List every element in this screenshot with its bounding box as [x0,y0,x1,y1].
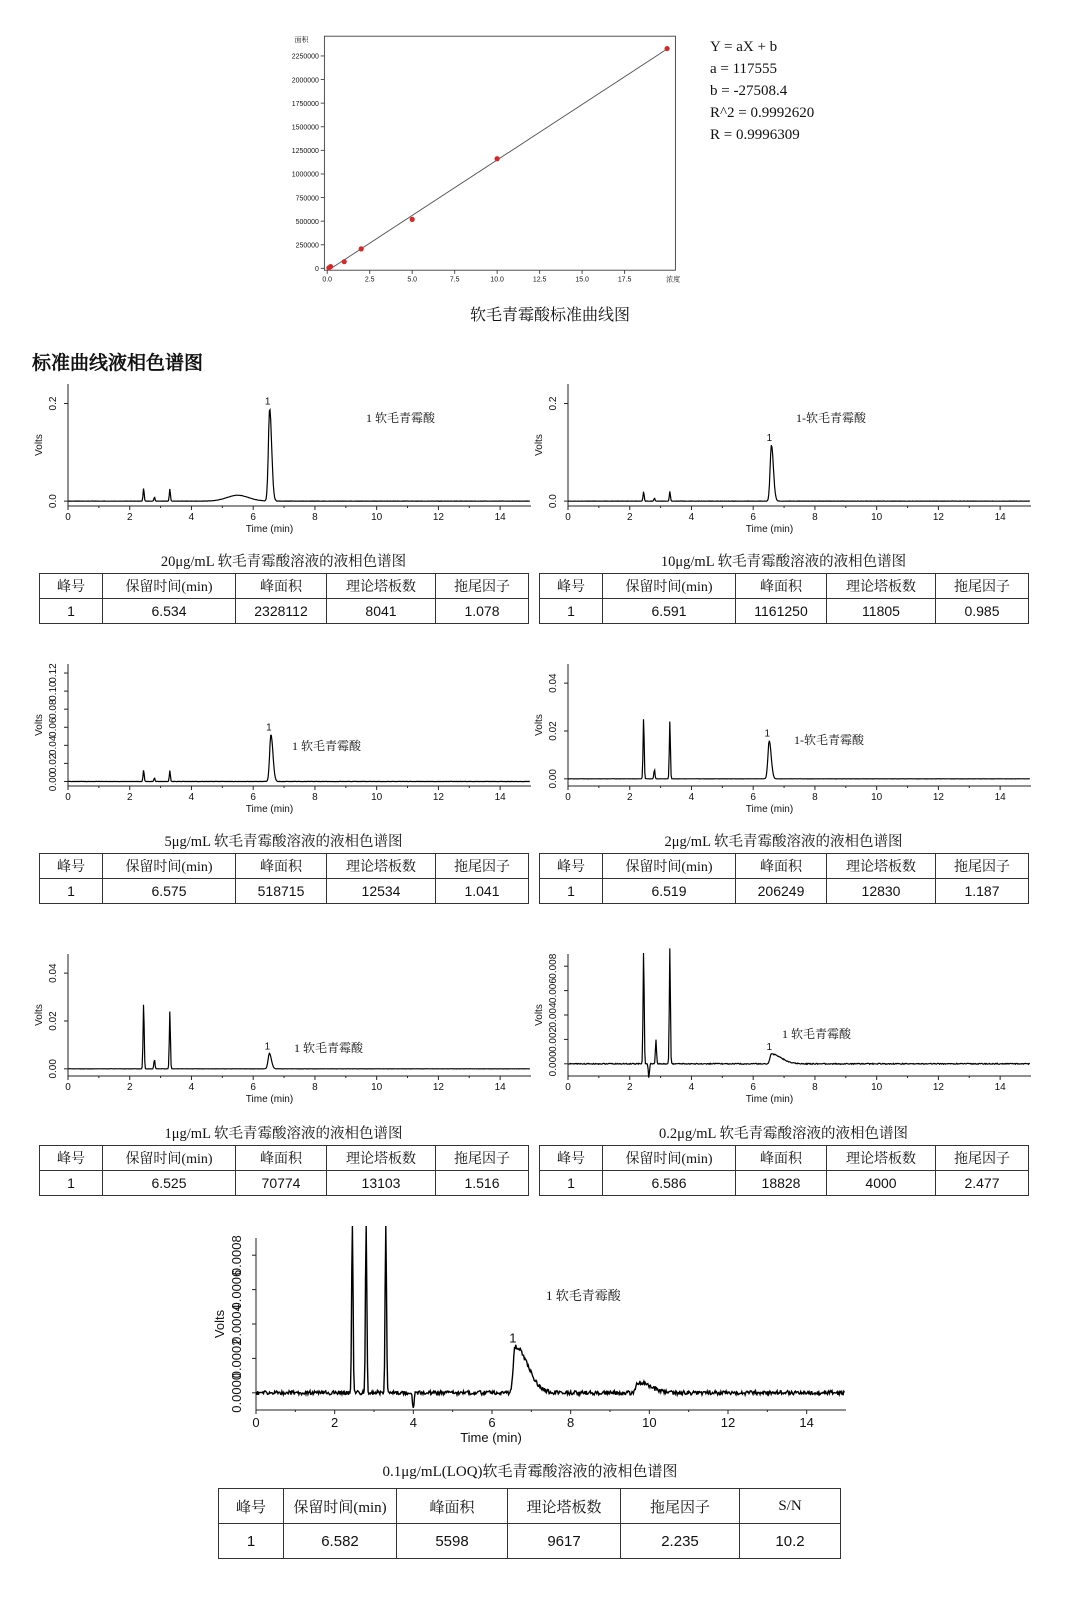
chromatogram-svg [36,378,531,548]
chromatogram-panel [210,1230,850,1458]
peak-number: 1 [509,1330,517,1346]
table-header-cell: 峰面积 [736,854,827,879]
y-tick-label: 2250000 [291,53,319,61]
y-axis-label: Volts [534,714,545,736]
x-tick-label: 10.0 [490,276,504,284]
table-header-cell: 保留时间(min) [603,854,736,879]
chromatogram-svg [210,1230,850,1458]
x-tick-label: 0 [65,1082,71,1093]
table-row [40,1171,529,1196]
x-tick-label: 6 [250,512,256,523]
table-cell: 1 [40,1171,103,1196]
table-row [540,599,1029,624]
y-axis-label: Volts [212,1309,227,1339]
peak-compound-label: 1 软毛青霉酸 [366,411,436,425]
x-tick-label: 10 [642,1415,657,1430]
peak-compound-label: 1 软毛青霉酸 [292,739,362,753]
x-axis-label: Time (min) [245,1094,294,1105]
table-cell: 1.516 [436,1171,529,1196]
x-tick-label: 14 [994,1082,1006,1093]
x-axis-label: Time (min) [745,804,794,815]
peak-number: 1 [766,433,773,444]
x-tick-label: 14 [994,792,1006,803]
x-tick-label: 2 [126,792,133,803]
table-cell: 12534 [327,879,436,904]
x-tick-label: 4 [188,792,195,803]
y-tick-label: 0.2 [548,396,559,411]
plot-frame [324,36,675,270]
y-tick-label: 0.0002 [229,1338,244,1379]
chromatogram-caption: 1μg/mL 软毛青霉酸溶液的液相色谱图 [164,1126,403,1142]
table-cell: 4000 [827,1171,936,1196]
y-tick-label: 0.2 [48,396,59,411]
table-header-cell: 理论塔板数 [327,854,436,879]
x-axis-label: Time (min) [460,1430,522,1445]
table-header-cell: 拖尾因子 [936,1146,1029,1171]
x-tick-label: 4 [688,512,695,523]
peak-table [218,1488,841,1559]
table-header-cell: 理论塔板数 [827,854,936,879]
x-tick-label: 10 [371,1082,383,1093]
y-tick-label: 0 [314,266,319,274]
table-header-cell: S/N [740,1489,841,1524]
table-cell: 518715 [236,879,327,904]
chromatogram-caption: 10μg/mL 软毛青霉酸溶液的液相色谱图 [660,554,907,570]
x-tick-label: 6 [750,1082,756,1093]
table-cell: 18828 [736,1171,827,1196]
y-tick-label: 0.00 [548,769,559,789]
peak-number: 1 [764,728,771,740]
x-tick-label: 2 [626,1082,633,1093]
peak-table [39,1145,529,1196]
x-tick-label: 2 [126,512,133,523]
table-cell: 6.525 [103,1171,236,1196]
x-tick-label: 0 [565,1082,571,1093]
x-tick-label: 6 [488,1415,496,1430]
table-header-cell: 理论塔板数 [827,1146,936,1171]
x-tick-label: 10 [871,1082,883,1093]
x-tick-label: 8 [312,512,318,523]
table-cell: 206249 [736,879,827,904]
x-tick-label: 6 [250,1082,256,1093]
chromatogram-caption: 0.1μg/mL(LOQ)软毛青霉酸溶液的液相色谱图 [382,1464,678,1480]
table-cell: 70774 [236,1171,327,1196]
table-header-cell: 拖尾因子 [621,1489,740,1524]
chromatogram-panel [36,658,531,828]
table-header-cell: 拖尾因子 [936,574,1029,599]
table-cell: 1 [540,879,603,904]
x-tick-label: 8 [567,1415,575,1430]
x-tick-label: 12 [932,512,944,523]
x-tick-label: 8 [812,1082,818,1093]
table-cell: 6.519 [603,879,736,904]
x-tick-label: 6 [250,792,256,803]
table-cell: 6.586 [603,1171,736,1196]
table-header-cell: 理论塔板数 [327,1146,436,1171]
y-tick-label: 0.0004 [229,1304,244,1344]
table-header-cell: 峰号 [40,854,103,879]
x-tick-label: 8 [312,1082,318,1093]
x-axis-label: Time (min) [745,524,794,535]
table-header-cell: 拖尾因子 [436,854,529,879]
table-cell: 1.041 [436,879,529,904]
table-cell: 1.078 [436,599,529,624]
table-cell: 5598 [397,1524,508,1559]
x-tick-label: 0 [252,1415,260,1430]
chromatogram-trace [68,1005,530,1069]
y-tick-label: 1500000 [291,124,319,132]
table-header-cell: 保留时间(min) [103,1146,236,1171]
x-tick-label: 0 [65,512,71,523]
table-row [540,879,1029,904]
x-tick-label: 6 [750,792,756,803]
peak-number: 1 [264,396,271,408]
y-tick-label: 0.00 [48,1059,59,1079]
chromatogram-panel [536,658,1031,828]
table-header-cell: 峰号 [540,1146,603,1171]
table-header-cell: 峰面积 [397,1489,508,1524]
y-tick-label: 0.0000 [229,1372,244,1413]
x-tick-label: 14 [494,1082,506,1093]
x-tick-label: 12 [932,1082,944,1093]
y-tick-label: 0.000 [548,1051,559,1077]
x-tick-label: 8 [812,792,818,803]
table-header-cell: 拖尾因子 [436,574,529,599]
table-header-cell: 峰号 [40,1146,103,1171]
data-point [342,259,347,264]
x-tick-label: 0 [65,792,71,803]
peak-table [539,1145,1029,1196]
equation-line: Y = aX + b [710,39,778,55]
x-tick-label: 7.5 [449,276,460,284]
x-tick-label: 2.5 [364,276,375,284]
y-tick-label: 750000 [295,195,319,203]
table-header-cell: 峰面积 [236,1146,327,1171]
y-axis-label: 面积 [294,36,309,44]
regression-equation [710,36,814,146]
chromatogram-trace [568,719,1030,779]
x-tick-label: 12 [720,1415,736,1430]
peak-number: 1 [264,1041,271,1053]
y-tick-label: 250000 [295,242,319,250]
y-axis-label: Volts [534,1004,545,1026]
peak-compound-label: 1 软毛青霉酸 [546,1288,621,1303]
table-row [40,879,529,904]
chromatogram-trace [568,948,1030,1077]
table-header-cell: 保留时间(min) [103,574,236,599]
x-axis-label: 浓度 [666,276,681,284]
x-tick-label: 15.0 [575,276,589,284]
table-cell: 2.477 [936,1171,1029,1196]
x-axis-label: Time (min) [245,804,294,815]
table-row [540,1171,1029,1196]
table-header-cell: 峰号 [40,574,103,599]
table-header-cell: 峰号 [540,854,603,879]
peak-compound-label: 1-软毛青霉酸 [796,411,866,425]
peak-compound-label: 1 软毛青霉酸 [294,1041,364,1055]
x-tick-label: 4 [688,792,695,803]
y-axis-label: Volts [34,1004,45,1026]
table-header-cell: 拖尾因子 [936,854,1029,879]
table-cell: 1 [540,599,603,624]
chromatogram-trace [68,410,530,501]
y-tick-label: 1250000 [291,148,319,156]
x-tick-label: 12 [432,792,444,803]
x-tick-label: 2 [126,1082,133,1093]
y-tick-label: 0.02 [48,753,59,774]
y-tick-label: 0.004 [548,1002,559,1028]
x-tick-label: 0 [565,792,571,803]
table-header-cell: 峰面积 [736,574,827,599]
y-tick-label: 0.04 [48,735,59,756]
table-header-cell: 保留时间(min) [284,1489,397,1524]
calibration-title: 软毛青霉酸标准曲线图 [469,307,630,324]
peak-compound-label: 1 软毛青霉酸 [782,1027,852,1041]
x-tick-label: 12 [432,1082,444,1093]
x-tick-label: 2 [331,1415,339,1430]
peak-number: 1 [266,722,272,734]
x-tick-label: 10 [371,792,383,803]
table-cell: 10.2 [740,1524,841,1559]
table-cell: 6.534 [103,599,236,624]
chromatogram-panel [36,948,531,1120]
y-tick-label: 0.00 [48,771,59,792]
peak-number: 1 [766,1042,773,1054]
equation-line: R = 0.9996309 [710,127,800,143]
table-cell: 6.582 [284,1524,397,1559]
x-tick-label: 12 [432,512,444,523]
table-header-cell: 峰面积 [736,1146,827,1171]
y-tick-label: 0.12 [48,663,59,683]
table-header-cell: 拖尾因子 [436,1146,529,1171]
peak-table [539,853,1029,904]
x-tick-label: 10 [371,512,383,523]
equation-line: R^2 = 0.9992620 [710,105,815,121]
data-point [495,156,500,161]
data-point [410,217,415,222]
table-row [219,1524,841,1559]
table-cell: 1 [40,599,103,624]
y-tick-label: 500000 [295,218,319,226]
equation-line: a = 117555 [710,61,778,77]
table-header-cell: 峰号 [219,1489,284,1524]
chromatogram-caption: 5μg/mL 软毛青霉酸溶液的液相色谱图 [164,834,403,850]
chromatogram-panel [36,378,531,548]
chromatogram-svg [36,948,531,1120]
data-point [664,46,669,51]
x-tick-label: 6 [750,512,756,523]
y-tick-label: 0.10 [48,681,59,701]
y-tick-label: 0.02 [48,1011,59,1031]
chromatogram-caption: 2μg/mL 软毛青霉酸溶液的液相色谱图 [664,834,903,850]
x-tick-label: 2 [626,512,633,523]
table-cell: 6.575 [103,879,236,904]
chromatogram-panel [536,378,1031,548]
x-tick-label: 10 [871,792,883,803]
x-tick-label: 17.5 [617,276,632,284]
section-title: 标准曲线液相色谱图 [32,353,204,374]
data-point [359,246,364,251]
y-tick-label: 0.0006 [229,1269,244,1310]
table-header-cell: 理论塔板数 [508,1489,621,1524]
table-cell: 1 [40,879,103,904]
y-tick-label: 0.0008 [229,1235,244,1276]
peak-table [539,573,1029,624]
table-cell: 8041 [327,599,436,624]
chromatogram-trace [256,1226,844,1408]
table-cell: 1.187 [936,879,1029,904]
x-tick-label: 14 [994,512,1006,523]
chromatogram-caption: 0.2μg/mL 软毛青霉酸溶液的液相色谱图 [659,1126,908,1142]
peak-compound-label: 1-软毛青霉酸 [794,733,864,747]
chromatogram-caption: 20μg/mL 软毛青霉酸溶液的液相色谱图 [160,554,407,570]
data-point [328,264,333,269]
table-header-cell: 保留时间(min) [603,574,736,599]
y-tick-label: 0.0 [48,494,59,509]
x-tick-label: 4 [188,1082,195,1093]
table-cell: 0.985 [936,599,1029,624]
table-header-cell: 保留时间(min) [103,854,236,879]
table-cell: 12830 [827,879,936,904]
table-header-cell: 保留时间(min) [603,1146,736,1171]
chromatogram-svg [536,948,1031,1120]
x-tick-label: 12 [932,792,944,803]
x-tick-label: 14 [799,1415,814,1430]
x-tick-label: 4 [409,1415,417,1430]
x-axis-label: Time (min) [745,1094,794,1105]
y-tick-label: 0.02 [548,721,559,741]
x-tick-label: 5.0 [407,276,418,284]
x-tick-label: 8 [312,792,318,803]
y-tick-label: 0.06 [48,717,59,737]
x-tick-label: 4 [188,512,195,523]
table-cell: 6.591 [603,599,736,624]
y-tick-label: 0.0 [548,494,559,509]
peak-table [39,853,529,904]
y-axis-label: Volts [34,434,45,456]
x-tick-label: 10 [871,512,883,523]
table-cell: 9617 [508,1524,621,1559]
y-tick-label: 0.04 [548,673,559,693]
table-header-cell: 理论塔板数 [827,574,936,599]
x-tick-label: 0 [565,512,571,523]
table-cell: 1161250 [736,599,827,624]
chromatogram-svg [536,658,1031,828]
x-tick-label: 8 [812,512,818,523]
y-tick-label: 0.04 [48,963,59,983]
y-tick-label: 1750000 [291,100,319,108]
table-cell: 1 [540,1171,603,1196]
table-cell: 2328112 [236,599,327,624]
x-tick-label: 14 [494,512,506,523]
x-axis-label: Time (min) [245,524,294,535]
y-tick-label: 1000000 [291,171,319,179]
table-row [40,599,529,624]
chromatogram-panel [536,948,1031,1120]
y-tick-label: 0.002 [548,1026,559,1052]
x-tick-label: 4 [688,1082,695,1093]
y-axis-label: Volts [534,434,545,456]
y-tick-label: 0.006 [548,978,559,1004]
chromatogram-trace [568,445,1030,501]
y-tick-label: 0.08 [48,699,59,719]
chromatogram-svg [36,658,531,828]
y-axis-label: Volts [34,714,45,736]
table-cell: 11805 [827,599,936,624]
table-cell: 13103 [327,1171,436,1196]
y-tick-label: 0.008 [548,953,559,979]
table-cell: 2.235 [621,1524,740,1559]
x-tick-label: 2 [626,792,633,803]
table-header-cell: 峰面积 [236,854,327,879]
table-cell: 1 [219,1524,284,1559]
chromatogram-svg [536,378,1031,548]
x-tick-label: 0.0 [322,276,333,284]
equation-line: b = -27508.4 [710,83,788,99]
y-tick-label: 2000000 [291,77,319,85]
table-header-cell: 峰面积 [236,574,327,599]
x-tick-label: 14 [494,792,506,803]
table-header-cell: 峰号 [540,574,603,599]
peak-table [39,573,529,624]
table-header-cell: 理论塔板数 [327,574,436,599]
x-tick-label: 12.5 [532,276,547,284]
